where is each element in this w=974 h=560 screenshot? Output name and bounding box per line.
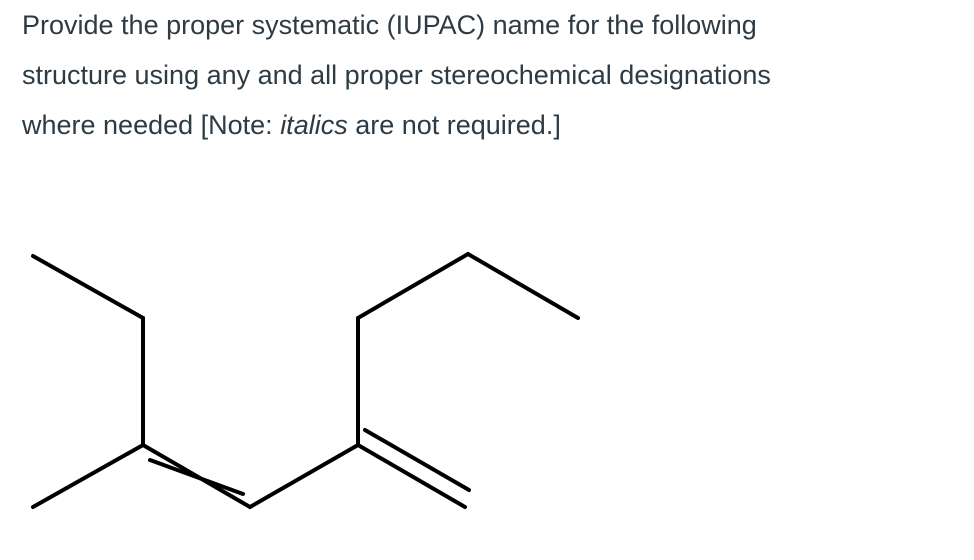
question-line-2: structure using any and all proper stereochemical designations xyxy=(22,60,771,90)
bond-c4-c5 xyxy=(250,445,358,507)
bond-c3-c4-second xyxy=(150,460,243,494)
italics-word: italics xyxy=(280,110,348,140)
bond-c3-methyl xyxy=(33,445,143,507)
question-line-3-start: where needed [Note: xyxy=(22,110,281,140)
bond-c7-c8 xyxy=(468,254,578,318)
question-line-1: Provide the proper systematic (IUPAC) name for the following xyxy=(22,10,757,40)
bond-c5-methylene xyxy=(358,445,465,507)
bond-c6-c7 xyxy=(358,254,468,318)
question-line-3-end: are not required.] xyxy=(347,110,561,140)
bond-c1-c2 xyxy=(33,256,143,318)
